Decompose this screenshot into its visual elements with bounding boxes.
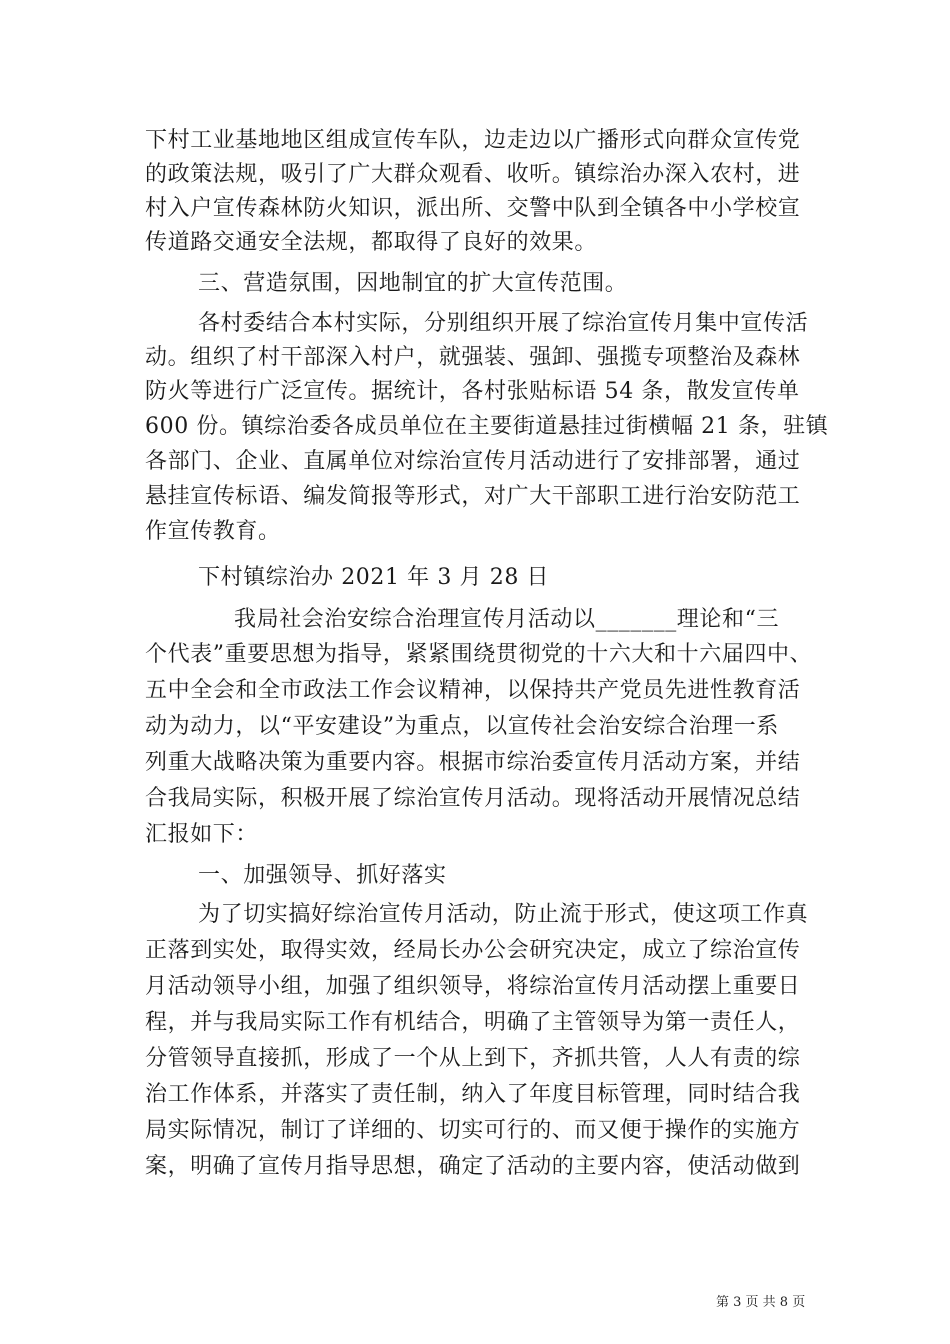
text-line: 我局社会治安综合治理宣传月活动以_______理论和“三: [234, 607, 780, 632]
page-number: 第 3 页 共 8 页: [716, 1295, 806, 1310]
text-line: 五中全会和全市政法工作会议精神，以保持共产党员先进性教育活: [145, 678, 801, 703]
text-line: 合我局实际，积极开展了综治宣传月活动。现将活动开展情况总结: [145, 786, 801, 811]
text-line: 分管领导直接抓，形成了一个从上到下，齐抓共管，人人有责的综: [145, 1046, 801, 1071]
text-line: 正落到实处，取得实效，经局长办公会研究决定，成立了综治宣传: [145, 938, 801, 963]
text-line: 各部门、企业、直属单位对综治宣传月活动进行了安排部署，通过: [145, 449, 801, 474]
text-line: 600 份。镇综治委各成员单位在主要街道悬挂过街横幅 21 条，驻镇: [145, 414, 829, 439]
text-line: 防火等进行广泛宣传。据统计，各村张贴标语 54 条，散发宣传单: [145, 379, 800, 404]
text-line: 个代表”重要思想为指导，紧紧围绕贯彻党的十六大和十六届四中、: [145, 642, 813, 667]
text-line: 作宣传教育。: [145, 519, 281, 544]
text-line: 下村工业基地地区组成宣传车队，边走边以广播形式向群众宣传党: [145, 128, 801, 153]
text-line: 案，明确了宣传月指导思想，确定了活动的主要内容，使活动做到: [145, 1154, 801, 1179]
text-line: 局实际情况，制订了详细的、切实可行的、而又便于操作的实施方: [145, 1118, 801, 1143]
signature-date-line: 下村镇综治办 2021 年 3 月 28 日: [198, 565, 550, 590]
text-line: 为了切实搞好综治宣传月活动，防止流于形式，使这项工作真: [198, 902, 809, 927]
text-line: 动。组织了村干部深入村户，就强装、强卸、强揽专项整治及森林: [145, 345, 801, 370]
text-line: 各村委结合本村实际，分别组织开展了综治宣传月集中宣传活: [198, 311, 809, 336]
text-line: 传道路交通安全法规，都取得了良好的效果。: [145, 230, 598, 255]
text-line: 的政策法规，吸引了广大群众观看、收听。镇综治办深入农村，进: [145, 162, 801, 187]
text-line: 列重大战略决策为重要内容。根据市综治委宣传月活动方案，并结: [145, 750, 801, 775]
section-heading: 一、加强领导、抓好落实: [198, 863, 447, 888]
text-line: 悬挂宣传标语、编发简报等形式，对广大干部职工进行治安防范工: [145, 484, 801, 509]
text-line: 月活动领导小组，加强了组织领导，将综治宣传月活动摆上重要日: [145, 974, 801, 999]
text-line: 汇报如下：: [145, 822, 259, 847]
text-line: 村入户宣传森林防火知识，派出所、交警中队到全镇各中小学校宣: [145, 196, 801, 221]
section-heading: 三、营造氛围，因地制宜的扩大宣传范围。: [198, 271, 628, 296]
text-line: 程，并与我局实际工作有机结合，明确了主管领导为第一责任人，: [145, 1010, 801, 1035]
text-line: 治工作体系，并落实了责任制，纳入了年度目标管理，同时结合我: [145, 1082, 801, 1107]
text-line: 动为动力，以“平安建设”为重点，以宣传社会治安综合治理一系: [145, 714, 779, 739]
